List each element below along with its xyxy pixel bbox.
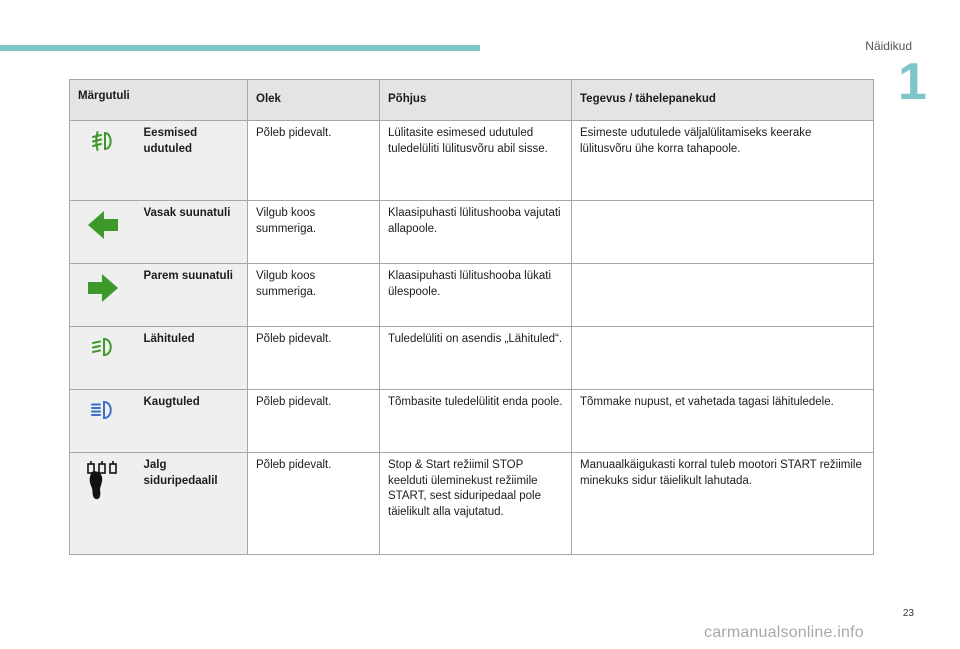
state-cell: Põleb pidevalt.: [248, 327, 380, 390]
dipped-beam-icon: [90, 351, 116, 363]
cause-cell: Lülitasite esimesed udutuled tuledelüliti lülitusvõru abil sisse.: [380, 121, 572, 201]
icon-cell: [70, 121, 136, 201]
watermark: carmanualsonline.info: [704, 624, 864, 641]
table-row: [70, 264, 874, 327]
icon-cell: [70, 390, 136, 453]
chapter-number: 1: [898, 53, 927, 111]
icon-cell: [70, 201, 136, 264]
indicator-name: Vasak suunatuli: [136, 201, 248, 264]
action-cell: [572, 327, 874, 390]
state-cell: Vilgub koos summeriga.: [248, 201, 380, 264]
page-number: 23: [902, 608, 914, 619]
icon-cell: [70, 453, 136, 555]
state-cell: Põleb pidevalt.: [248, 390, 380, 453]
left-turn-arrow-icon: [86, 233, 120, 245]
front-fog-lamp-icon: [90, 145, 116, 157]
table-row: [70, 201, 874, 264]
icon-cell: [70, 327, 136, 390]
cause-cell: Klaasipuhasti lülitushooba lükati ülespoole.: [380, 264, 572, 327]
right-turn-arrow-icon: [86, 296, 120, 308]
action-cell: Esimeste udutulede väljalülitamiseks keerake lülitusvõru ühe korra tahapoole.: [572, 121, 874, 201]
main-beam-icon: [89, 414, 117, 426]
warning-lamp-table: [69, 79, 874, 555]
foot-on-clutch-pedal-icon: [86, 491, 120, 503]
table-header-row: [70, 80, 874, 121]
indicator-name: Kaugtuled: [136, 390, 248, 453]
section-title: Näidikud: [865, 39, 912, 53]
column-header-cause: Põhjus: [380, 80, 572, 121]
indicator-name: Parem suunatuli: [136, 264, 248, 327]
header-accent-bar: [0, 45, 480, 51]
action-cell: Tõmmake nupust, et vahetada tagasi lähituledele.: [572, 390, 874, 453]
cause-cell: Stop & Start režiimil STOP keelduti üleminekust režiimile START, sest siduripedaal pole täielikult alla vajutatud.: [380, 453, 572, 555]
cause-cell: Klaasipuhasti lülitushooba vajutati allapoole.: [380, 201, 572, 264]
table-row: [70, 453, 874, 555]
action-cell: Manuaalkäigukasti korral tuleb mootori START režiimile minekuks sidur täielikult lahutada.: [572, 453, 874, 555]
state-cell: Vilgub koos summeriga.: [248, 264, 380, 327]
column-header-indicator: Märgutuli: [70, 80, 248, 121]
action-cell: [572, 264, 874, 327]
cause-cell: Tõmbasite tuledelülitit enda poole.: [380, 390, 572, 453]
icon-cell: [70, 264, 136, 327]
state-cell: Põleb pidevalt.: [248, 453, 380, 555]
cause-cell: Tuledelüliti on asendis „Lähituled“.: [380, 327, 572, 390]
table-row: [70, 390, 874, 453]
column-header-state: Olek: [248, 80, 380, 121]
state-cell: Põleb pidevalt.: [248, 121, 380, 201]
table-row: [70, 121, 874, 201]
indicator-name: Eesmised udutuled: [136, 121, 248, 201]
table-row: [70, 327, 874, 390]
column-header-action: Tegevus / tähelepanekud: [572, 80, 874, 121]
indicator-name: Lähituled: [136, 327, 248, 390]
action-cell: [572, 201, 874, 264]
indicator-name: Jalg siduripedaalil: [136, 453, 248, 555]
